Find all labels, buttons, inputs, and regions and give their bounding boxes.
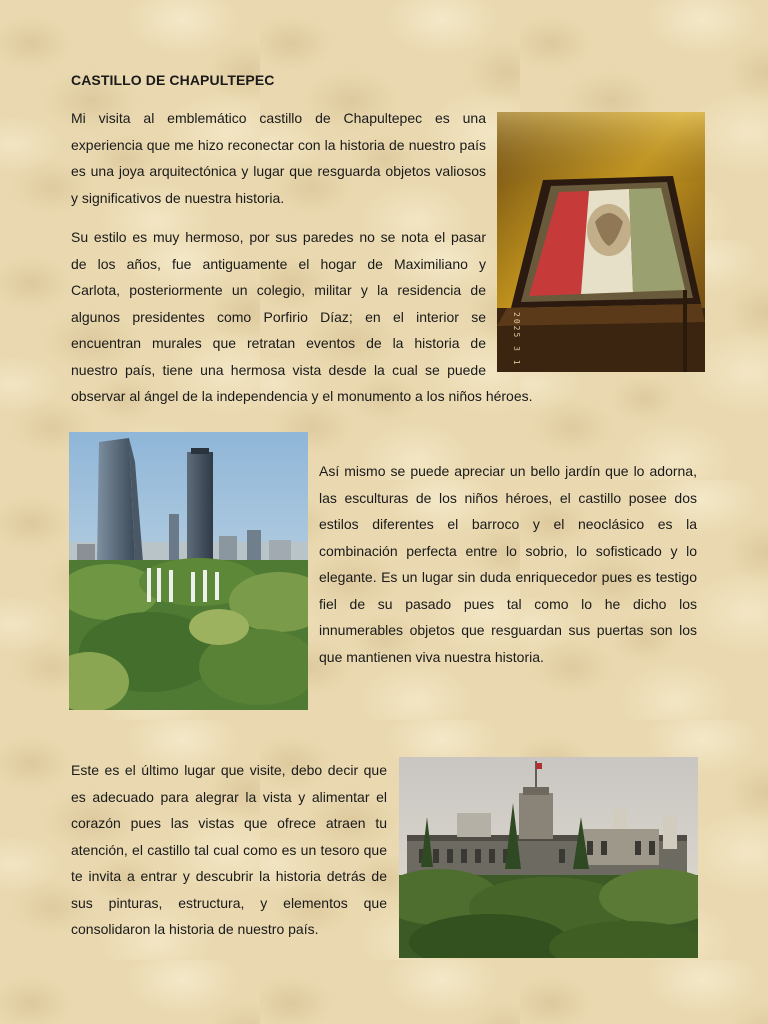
flag-photo-timestamp: 2025 3 1 — [512, 312, 521, 367]
paragraph-history-line: algunos presidentes como Porfirio Díaz; en el interior se — [71, 308, 486, 325]
flag-display-photo — [497, 112, 705, 372]
paragraph-conclusion: Este es el último lugar que visite, debo decir que es adecuado para alegrar la vista y alimentar el corazón pues las vistas que ofrece atraen tu atención, el castillo tal cual como es un tesoro que te invita a entrar y descubrir la historia detrás de sus pinturas, estructura, y elementos que consolidaron la historia de nuestro país. — [71, 762, 387, 937]
castle-photo — [399, 757, 698, 958]
paragraph-history-line: nuestro país, tiene una hermosa vista desde la cual se puede — [71, 361, 486, 378]
paragraph-history-line: encuentran murales que retratan eventos de la historia de — [71, 335, 486, 351]
city-skyline-photo — [69, 432, 308, 710]
paragraph-history-line: Carlota, posteriormente un colegio, militar y la residencia de — [71, 282, 486, 298]
paragraph-intro: Mi visita al emblemático castillo de Chapultepec es una experiencia que me hizo reconectar con la historia de nuestro país es una joya arquitectónica y lugar que resguarda objetos valiosos y significativos de nuestra historia. — [71, 110, 486, 206]
paragraph-history-line: de los años, fue antiguamente el hogar de Maximiliano y — [71, 255, 486, 272]
paragraph-garden: Así mismo se puede apreciar un bello jardín que lo adorna, las esculturas de los niños héroes, el castillo posee dos estilos diferentes el barroco y el neoclásico es la combinación perfecta entre lo sobrio, lo sofisticado y lo elegante. Es un lugar sin duda enriquecedor pues es testigo fiel de su pasado pues tal como lo he dicho los innumerables objetos que resguardan sus puertas son los que mantienen viva nuestra historia. — [319, 463, 697, 665]
paragraph-history-line: Su estilo es muy hermoso, por sus paredes no se nota el pasar — [71, 229, 486, 245]
paragraph-history-line: observar al ángel de la independencia y el monumento a los niños héroes. — [71, 388, 533, 404]
page-title: CASTILLO DE CHAPULTEPEC — [71, 72, 275, 88]
